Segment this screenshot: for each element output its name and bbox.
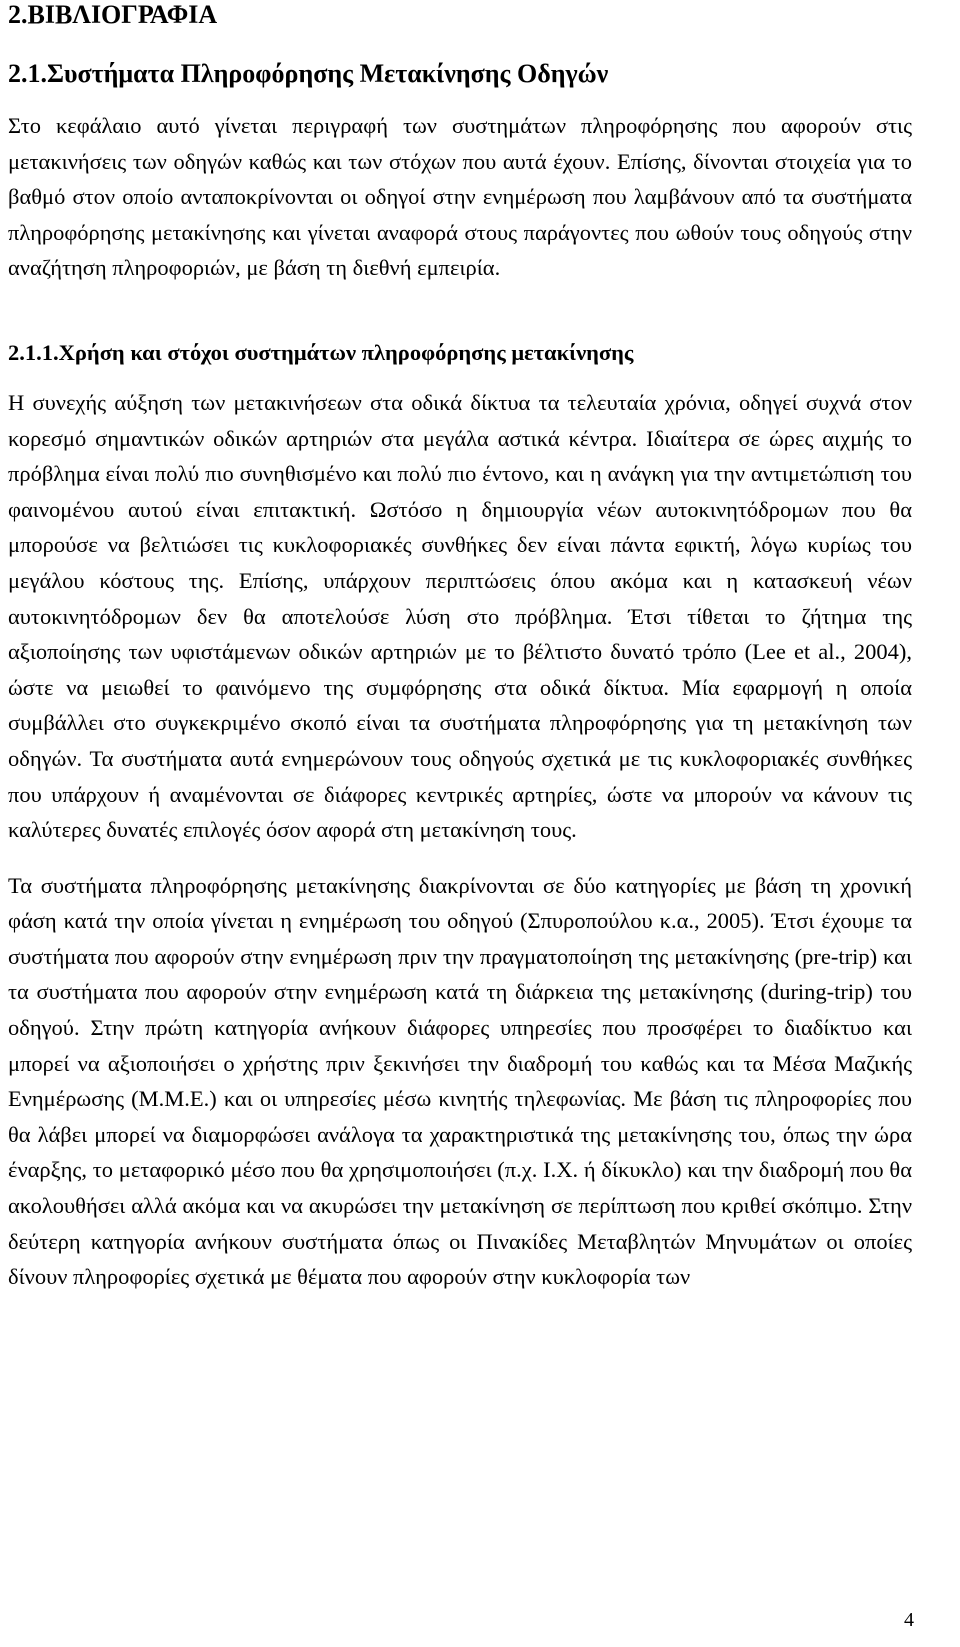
chapter-title: 2.ΒΙΒΛΙΟΓΡΑΦΙΑ	[8, 0, 218, 29]
page-number: 4	[904, 1609, 914, 1631]
document-page	[8, 0, 912, 1295]
section-title: 2.1.Συστήματα Πληροφόρησης Μετακίνησης Οδηγών	[8, 59, 609, 88]
types-paragraph: Τα συστήματα πληροφόρησης μετακίνησης διακρίνονται σε δύο κατηγορίες με βάση τη χρονική φάση κατά την οποία γίνεται η ενημέρωση του οδηγού (Σπυροπούλου κ.α., 2005). Έτσι έχουμε τα συστήματα που αφορούν στην ενημέρωση πριν την πραγματοποίηση της μετακίνησης (pre-trip) και τα συστήματα που αφορούν στην ενημέρωση κατά τη διάρκεια της μετακίνησης (during-trip) του οδηγού. Στην πρώτη κατηγορία ανήκουν διάφορες υπηρεσίες που προσφέρει το διαδίκτυο και μπορεί να αξιοποιήσει ο χρήστης πριν ξεκινήσει την διαδρομή του καθώς και τα Μέσα Μαζικής Ενημέρωσης (Μ.Μ.Ε.) και οι υπηρεσίες μέσω κινητής τηλεφωνίας. Με βάση τις πληροφορίες που θα λάβει μπορεί να διαμορφώσει ανάλογα τα χαρακτηριστικά της μετακίνησης του, όπως την ώρα έναρξης, το μεταφορικό μέσο που θα χρησιμοποιήσει (π.χ. Ι.Χ. ή δίκυκλο) και την διαδρομή που θα ακολουθήσει αλλά ακόμα και να ακυρώσει την μετακίνηση σε περίπτωση που κριθεί σκόπιμο. Στην δεύτερη κατηγορία ανήκουν συστήματα όπως οι Πινακίδες Μεταβλητών Μηνυμάτων οι οποίες δίνουν πληροφορίες σχετικά με θέματα που αφορούν στην κυκλοφορία των	[8, 872, 912, 1290]
subsection-title: 2.1.1.Χρήση και στόχοι συστημάτων πληροφόρησης μετακίνησης	[8, 339, 634, 365]
subsection	[8, 337, 912, 1295]
usage-paragraph: Η συνεχής αύξηση των μετακινήσεων στα οδικά δίκτυα τα τελευταία χρόνια, οδηγεί συχνά στον κορεσμό σημαντικών οδικών αρτηριών στα μεγάλα αστικά κέντρα. Ιδιαίτερα σε ώρες αιχμής το πρόβλημα είναι πολύ πιο συνηθισμένο και πολύ πιο έντονο, και η ανάγκη για την αντιμετώπιση του φαινομένου αυτού είναι επιτακτική. Ωστόσο η δημιουργία νέων αυτοκινητόδρομων που θα μπορούσε να βελτιώσει τις κυκλοφοριακές συνθήκες δεν είναι πάντα εφικτή, λόγω κυρίως του μεγάλου κόστους της. Επίσης, υπάρχουν περιπτώσεις όπου ακόμα και η κατασκευή νέων αυτοκινητόδρομων δεν θα αποτελούσε λύση στο πρόβλημα. Έτσι τίθεται το ζήτημα της αξιοποίησης των υφιστάμενων οδικών αρτηριών με το βέλτιστο δυνατό τρόπο (Lee et al., 2004), ώστε να μειωθεί το φαινόμενο της συμφόρησης στα οδικά δίκτυα. Μία εφαρμογή η οποία συμβάλλει στο συγκεκριμένο σκοπό είναι τα συστήματα πληροφόρησης για τη μετακίνηση των οδηγών. Τα συστήματα αυτά ενημερώνουν τους οδηγούς σχετικά με τις κυκλοφοριακές συνθήκες που υπάρχουν ή αναμένονται σε διάφορες κεντρικές αρτηρίες, ώστε να μπορούν να κάνουν τις καλύτερες δυνατές επιλογές όσον αφορά στη μετακίνηση τους.	[8, 389, 912, 843]
intro-paragraph: Στο κεφάλαιο αυτό γίνεται περιγραφή των συστημάτων πληροφόρησης που αφορούν στις μετακινήσεις των οδηγών καθώς και των στόχων που αυτά έχουν. Επίσης, δίνονται στοιχεία για το βαθμό στον οποίο ανταποκρίνονται οι οδηγοί στην ενημέρωση που λαμβάνουν από τα συστήματα πληροφόρησης μετακίνησης και γίνεται αναφορά στους παράγοντες που ωθούν τους οδηγούς στην αναζήτηση πληροφοριών, με βάση τη διεθνή εμπειρία.	[8, 113, 912, 281]
